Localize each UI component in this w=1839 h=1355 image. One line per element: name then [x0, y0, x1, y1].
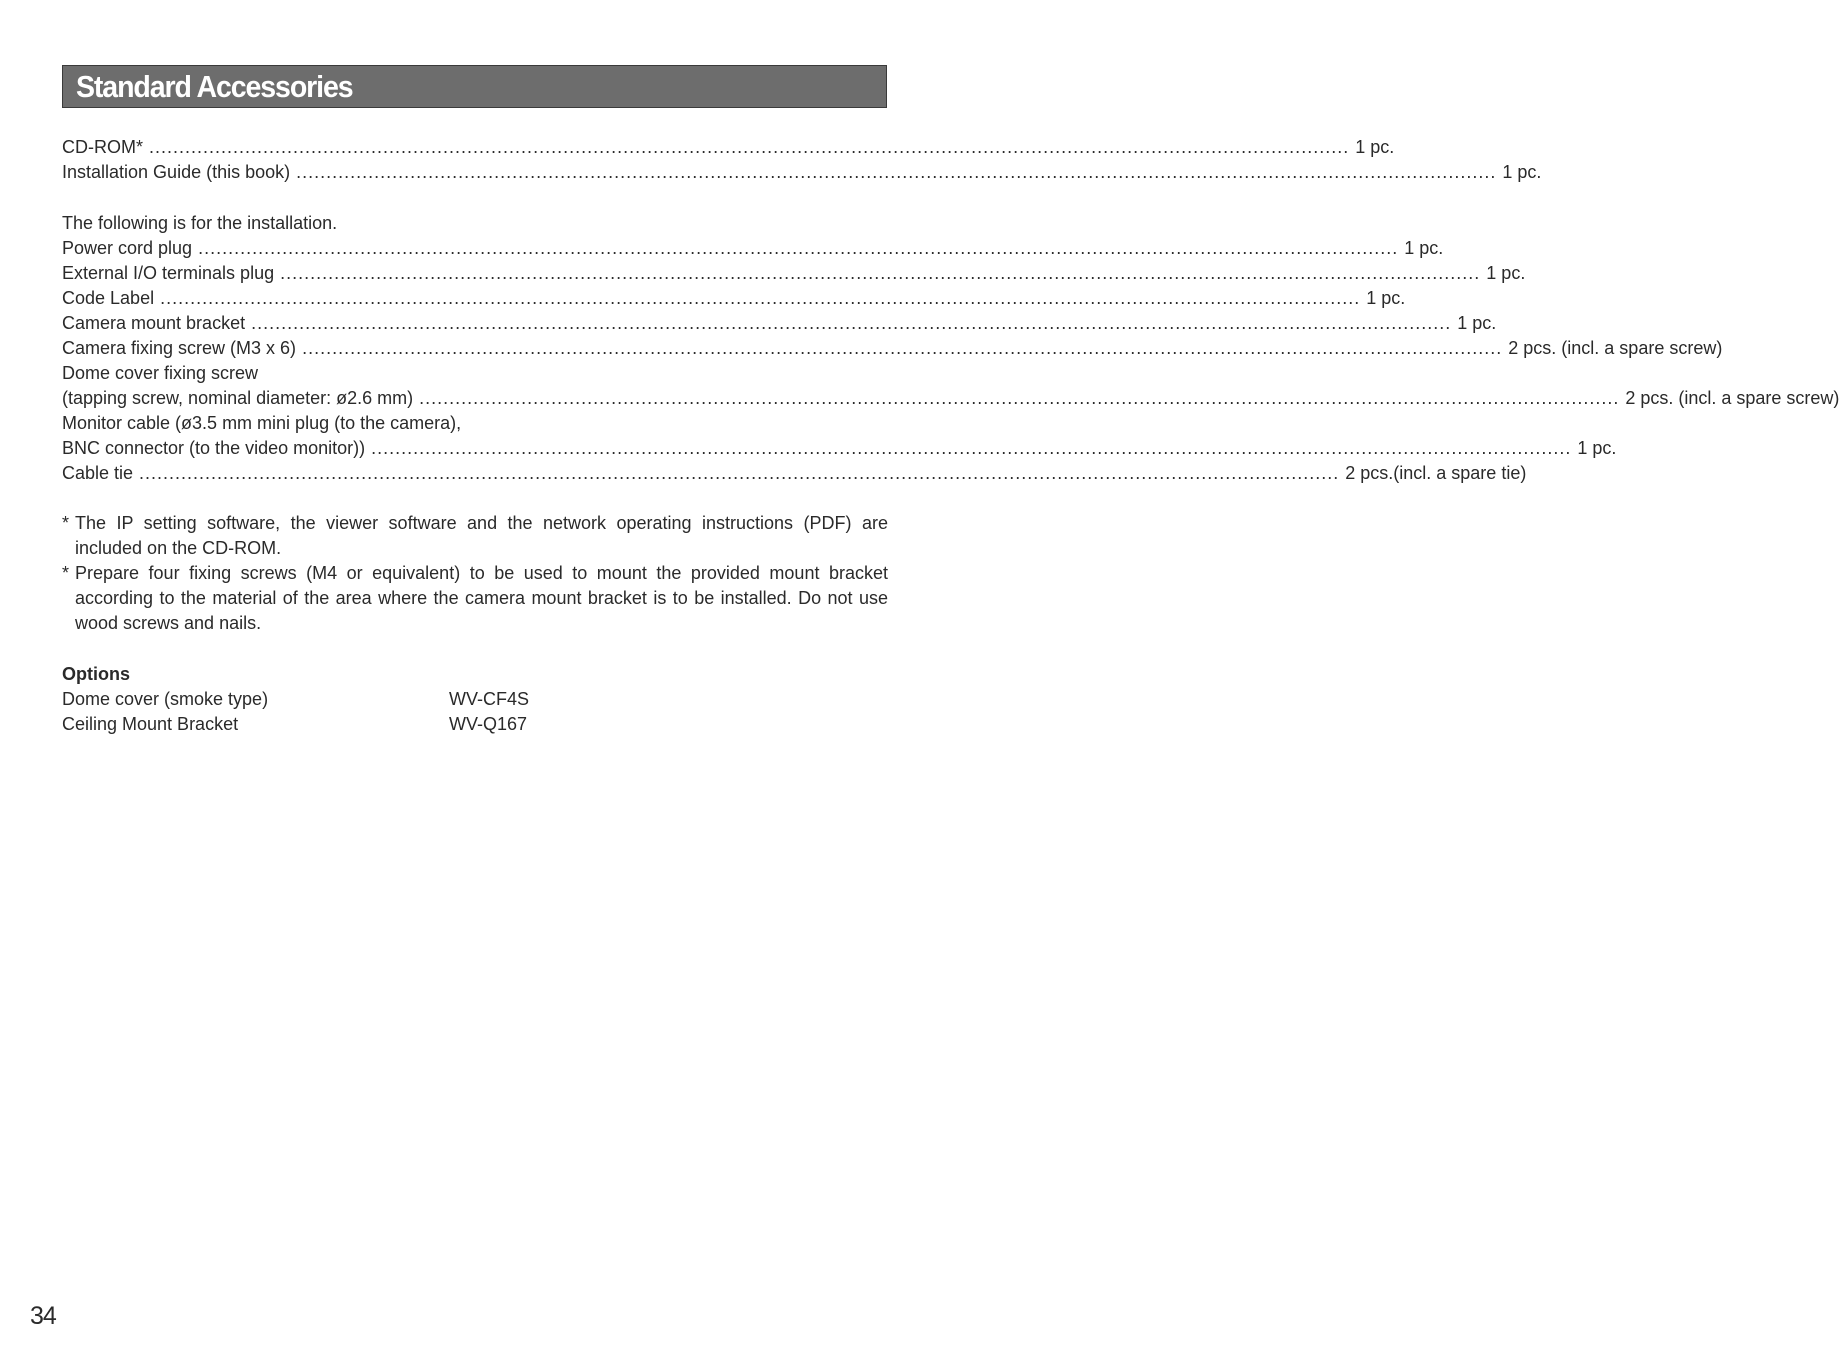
leader-dots: ........................................................................................................................................................................................................: [198, 238, 1399, 258]
footnote-fixing-screws: [62, 561, 888, 636]
item-qty: 1 pc.: [1404, 238, 1444, 258]
item-name: Code Label: [62, 288, 155, 308]
option-row-dome-cover: [62, 687, 529, 712]
installation-row-io-terminals-plug: [62, 261, 1526, 286]
item-name-dome-cover-screw: Dome cover fixing screw: [62, 363, 259, 383]
installation-intro: The following is for the installation.: [62, 213, 338, 233]
options-heading: Options: [62, 664, 130, 684]
leader-dots: ........................................................................................................................................................................................................: [149, 137, 1350, 157]
footnote-cd-rom: [62, 511, 888, 561]
item-name: Power cord plug: [62, 238, 193, 258]
option-model: WV-Q167: [449, 714, 528, 734]
item-name: External I/O terminals plug: [62, 263, 275, 283]
item-qty: 1 pc.: [1457, 313, 1497, 333]
option-name: Dome cover (smoke type): [62, 689, 269, 709]
leader-dots: ........................................................................................................................................................................................................: [419, 388, 1620, 408]
accessory-qty: 1 pc.: [1502, 162, 1542, 182]
accessory-row-cd-rom: [62, 135, 1395, 160]
installation-row-camera-mount-bracket: [62, 311, 1497, 336]
section-title-bar: [62, 65, 887, 108]
page-title: Standard Accessories: [76, 69, 353, 104]
item-qty: 1 pc.: [1577, 438, 1617, 458]
page-number: 34: [30, 1302, 56, 1330]
accessory-name: CD-ROM*: [62, 137, 143, 157]
item-qty: 2 pcs. (incl. a spare screw): [1625, 388, 1839, 408]
item-qty: 1 pc.: [1366, 288, 1406, 308]
leader-dots: ........................................................................................................................................................................................................: [371, 438, 1572, 458]
installation-row-cable-tie: [62, 461, 1527, 486]
leader-dots: ........................................................................................................................................................................................................: [160, 288, 1361, 308]
footnote-text: Prepare four fixing screws (M4 or equivalent) to be used to mount the provided mount bracket according to the material of the area where the camera mount bracket is to be installed. Do not use wood screws and nails.: [75, 563, 888, 633]
leader-dots: ........................................................................................................................................................................................................: [251, 313, 1452, 333]
footnote-text: The IP setting software, the viewer software and the network operating instructions (PDF) are included on the CD-ROM.: [75, 513, 888, 558]
item-name-continued: (tapping screw, nominal diameter: ø2.6 mm): [62, 388, 414, 408]
installation-row-code-label: [62, 286, 1406, 311]
option-name: Ceiling Mount Bracket: [62, 714, 239, 734]
item-qty: 2 pcs. (incl. a spare screw): [1508, 338, 1723, 358]
option-row-ceiling-mount: [62, 712, 527, 737]
item-name-continued: BNC connector (to the video monitor)): [62, 438, 366, 458]
item-name: Cable tie: [62, 463, 134, 483]
leader-dots: ........................................................................................................................................................................................................: [139, 463, 1340, 483]
item-name-monitor-cable: Monitor cable (ø3.5 mm mini plug (to the camera),: [62, 413, 462, 433]
leader-dots: ........................................................................................................................................................................................................: [296, 162, 1497, 182]
leader-dots: ........................................................................................................................................................................................................: [280, 263, 1481, 283]
accessory-qty: 1 pc.: [1355, 137, 1395, 157]
footnote-marker: *: [62, 563, 70, 583]
accessory-name: Installation Guide (this book): [62, 162, 291, 182]
footnote-marker: *: [62, 513, 70, 533]
item-name: Camera fixing screw (M3 x 6): [62, 338, 297, 358]
leader-dots: ........................................................................................................................................................................................................: [302, 338, 1503, 358]
item-name: Camera mount bracket: [62, 313, 246, 333]
accessory-row-installation-guide: [62, 160, 1542, 185]
item-qty: 2 pcs.(incl. a spare tie): [1345, 463, 1527, 483]
installation-row-monitor-cable: [62, 436, 1617, 461]
installation-row-camera-fixing-screw: [62, 336, 1723, 361]
item-qty: 1 pc.: [1486, 263, 1526, 283]
installation-row-dome-cover-screw: [62, 386, 1839, 411]
option-model: WV-CF4S: [449, 689, 530, 709]
installation-row-power-cord-plug: [62, 236, 1444, 261]
